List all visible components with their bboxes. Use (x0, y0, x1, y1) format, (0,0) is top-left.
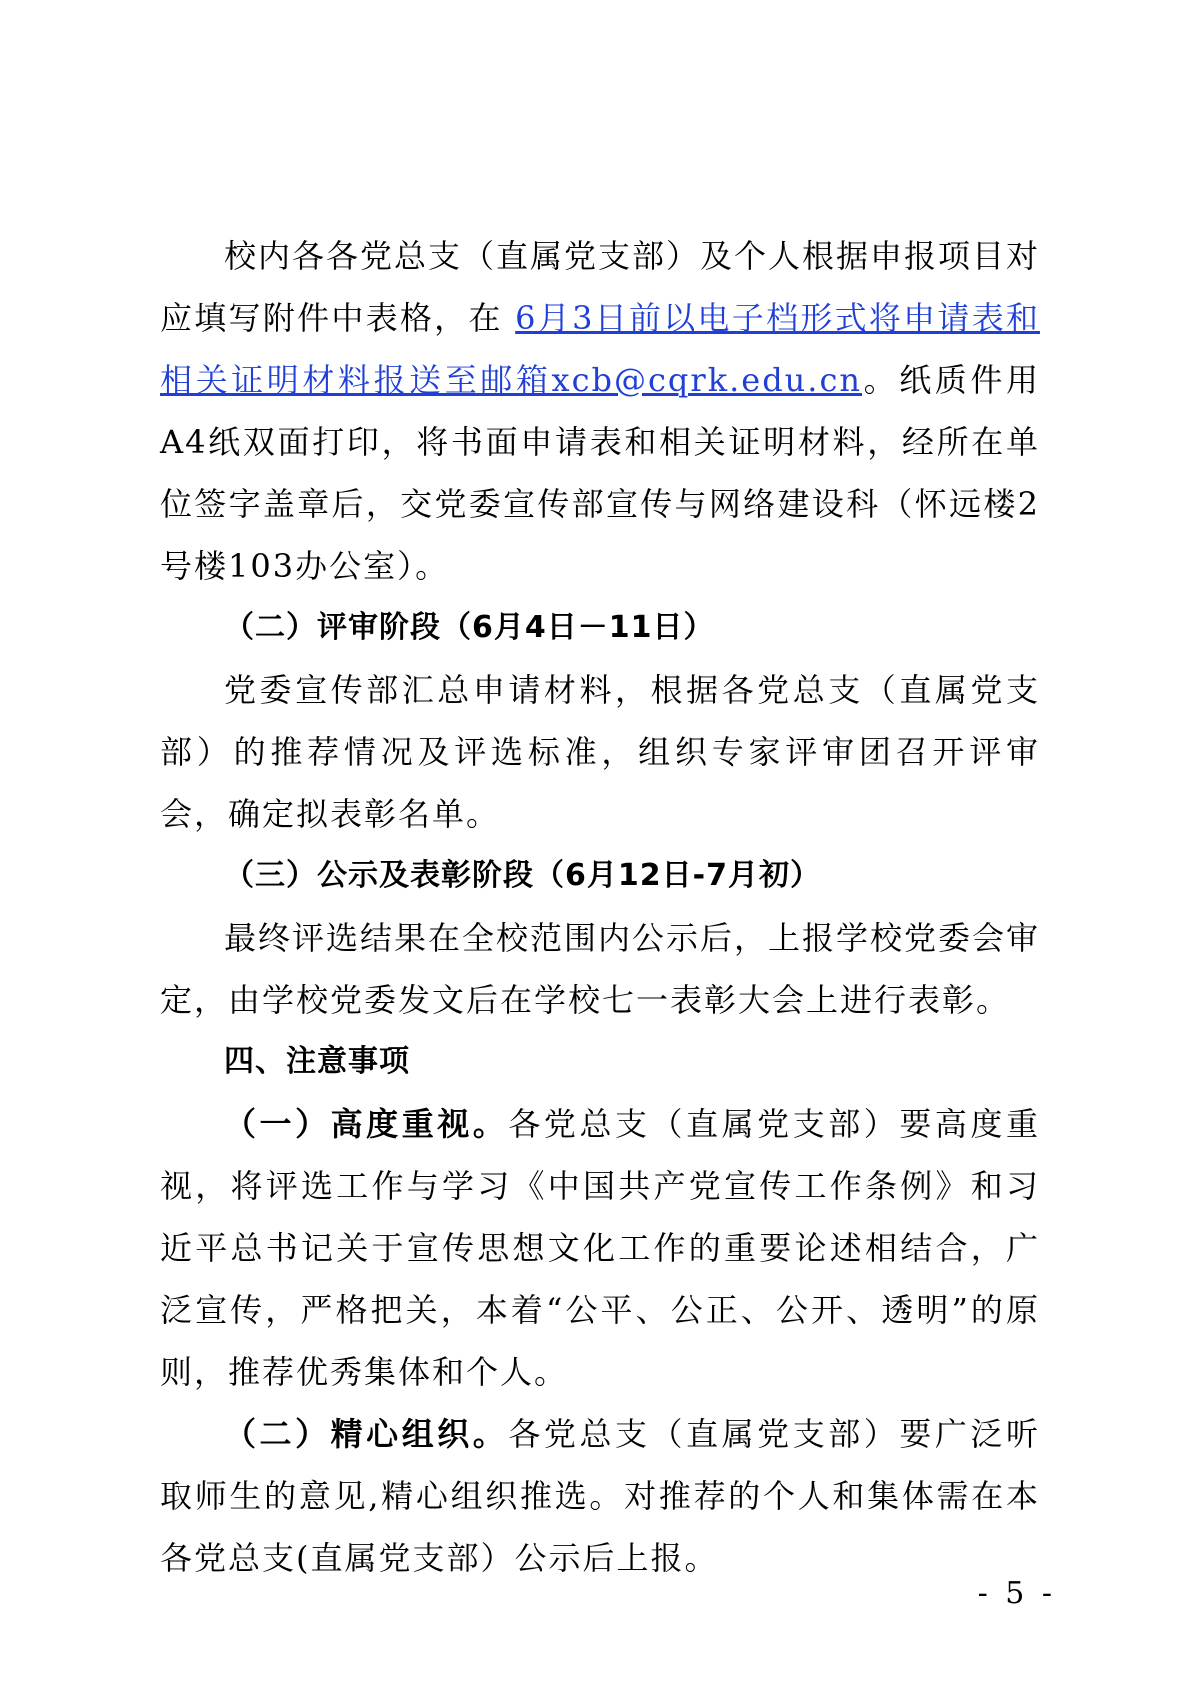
review-stage-paragraph: 党委宣传部汇总申请材料，根据各党总支（直属党支部）的推荐情况及评选标准，组织专家评审团召开评审会，确定拟表彰名单。 (160, 671, 1040, 833)
submission-paragraph (160, 225, 1040, 597)
notes-section-heading: 四、注意事项 (224, 1044, 410, 1079)
note-item-2-body: 各党总支（直属党支部）要广泛听取师生的意见,精心组织推选。对推荐的个人和集体需在本各党总支(直属党支部）公示后上报。 (160, 1415, 1040, 1577)
submission-email-link[interactable]: 6月3日前以电子档形式将申请表和相关证明材料报送至邮箱xcb@cqrk.edu.cn (160, 299, 1040, 399)
document-body (160, 225, 1040, 1589)
publicity-stage-heading: （三）公示及表彰阶段（6月12日-7月初） (224, 858, 821, 893)
page-number: - 5 - (977, 1576, 1056, 1611)
note-item-1-lead: （一）高度重视。 (224, 1105, 509, 1143)
submission-text-end: 。纸质件用A4纸双面打印，将书面申请表和相关证明材料，经所在单位签字盖章后，交党委宣传部宣传与网络建设科（怀远楼2号楼103办公室）。 (160, 361, 1040, 585)
note-item-1 (160, 1093, 1040, 1403)
submission-text-start: 校内各各党总支（直属党支部）及个人根据申报项目对应填写附件中表格，在 (160, 237, 1041, 337)
note-item-1-body: 各党总支（直属党支部）要高度重视，将评选工作与学习《中国共产党宣传工作条例》和习近平总书记关于宣传思想文化工作的重要论述相结合，广泛宣传，严格把关，本着“公平、公正、公开、透明”的原则，推荐优秀集体和个人。 (160, 1105, 1040, 1391)
review-stage-heading: （二）评审阶段（6月4日－11日） (224, 610, 715, 645)
note-item-2-lead: （二）精心组织。 (224, 1415, 509, 1453)
note-item-2 (160, 1403, 1040, 1589)
publicity-stage-paragraph: 最终评选结果在全校范围内公示后，上报学校党委会审定，由学校党委发文后在学校七一表彰大会上进行表彰。 (160, 919, 1041, 1019)
